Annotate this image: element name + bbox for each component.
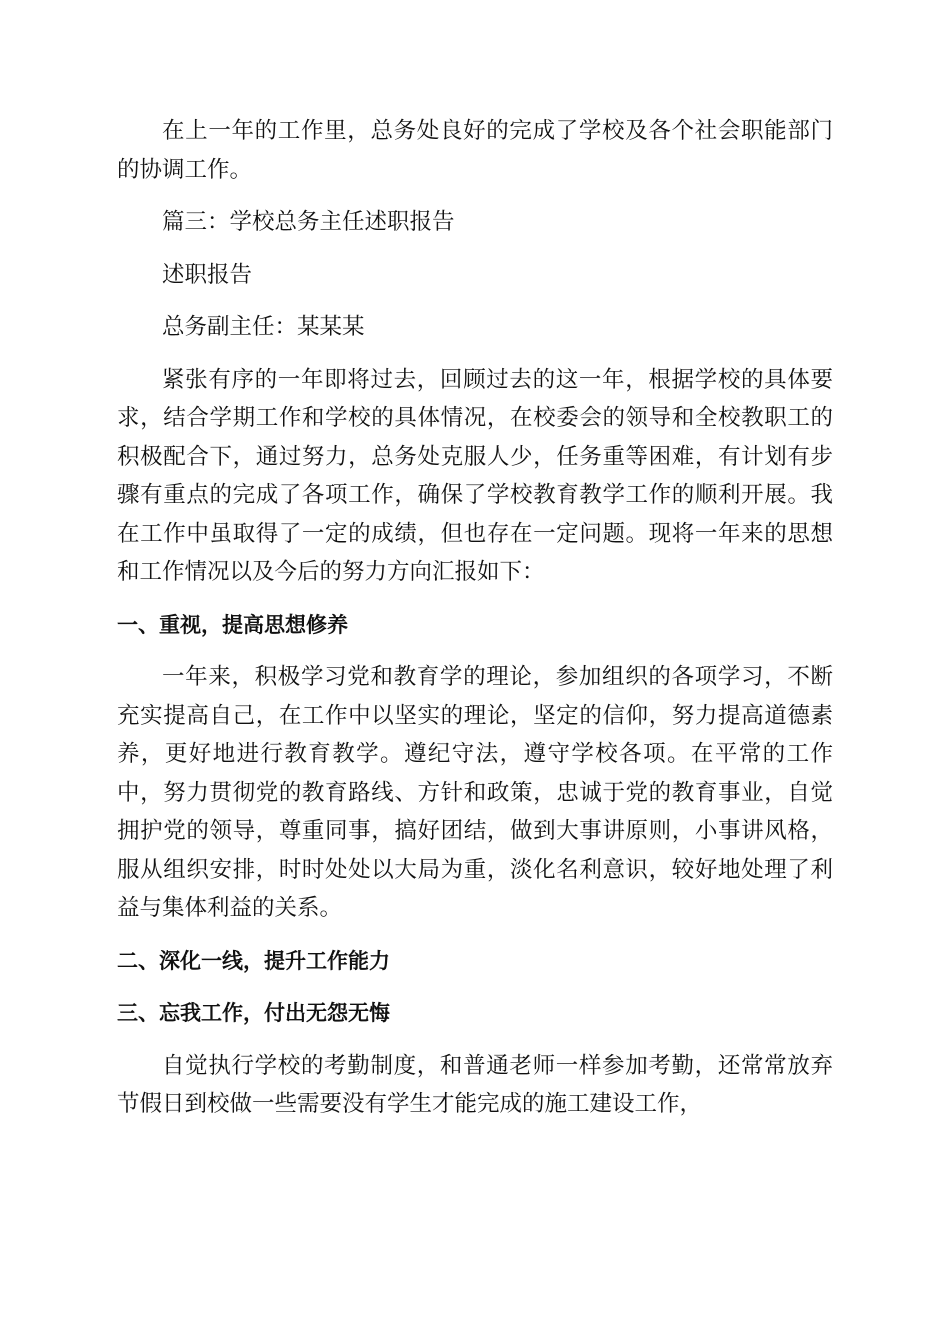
report-title: 述职报告: [162, 261, 253, 288]
section-3-paragraph: 自觉执行学校的考勤制度，和普通老师一样参加考勤，还常常放弃节假日到校做一些需要没有学生才能完成的施工建设工作，: [117, 1052, 833, 1117]
intro-paragraph: 在上一年的工作里，总务处良好的完成了学校及各个社会职能部门的协调工作。: [117, 118, 833, 183]
opening-paragraph: 紧张有序的一年即将过去，回顾过去的这一年，根据学校的具体要求，结合学期工作和学校的具体情况，在校委会的领导和全校教职工的积极配合下，通过努力，总务处克服人少，任务重等困难，有计划有步骤有重点的完成了各项工作，确保了学校教育教学工作的顺利开展。我在工作中虽取得了一定的成绩，但也存在一定问题。现将一年来的思想和工作情况以及今后的努力方向汇报如下：: [117, 366, 833, 585]
section-2-heading: 二、深化一线，提升工作能力: [117, 948, 390, 973]
section-1-heading: 一、重视，提高思想修养: [117, 612, 348, 637]
section-1-paragraph: 一年来，积极学习党和教育学的理论，参加组织的各项学习，不断充实提高自己，在工作中以坚实的理论，坚定的信仰，努力提高道德素养，更好地进行教育教学。遵纪守法，遵守学校各项。在平常的工作中，努力贯彻党的教育路线、方针和政策，忠诚于党的教育事业，自觉拥护党的领导，尊重同事，搞好团结，做到大事讲原则，小事讲风格，服从组织安排，时时处处以大局为重，淡化名利意识，较好地处理了利益与集体利益的关系。: [117, 664, 833, 921]
section-3-heading: 三、忘我工作，付出无怨无悔: [117, 1001, 390, 1025]
chapter-title: 篇三：学校总务主任述职报告: [162, 209, 455, 235]
document-body: [117, 112, 833, 1138]
author-line: 总务副主任：某某某: [162, 314, 365, 340]
